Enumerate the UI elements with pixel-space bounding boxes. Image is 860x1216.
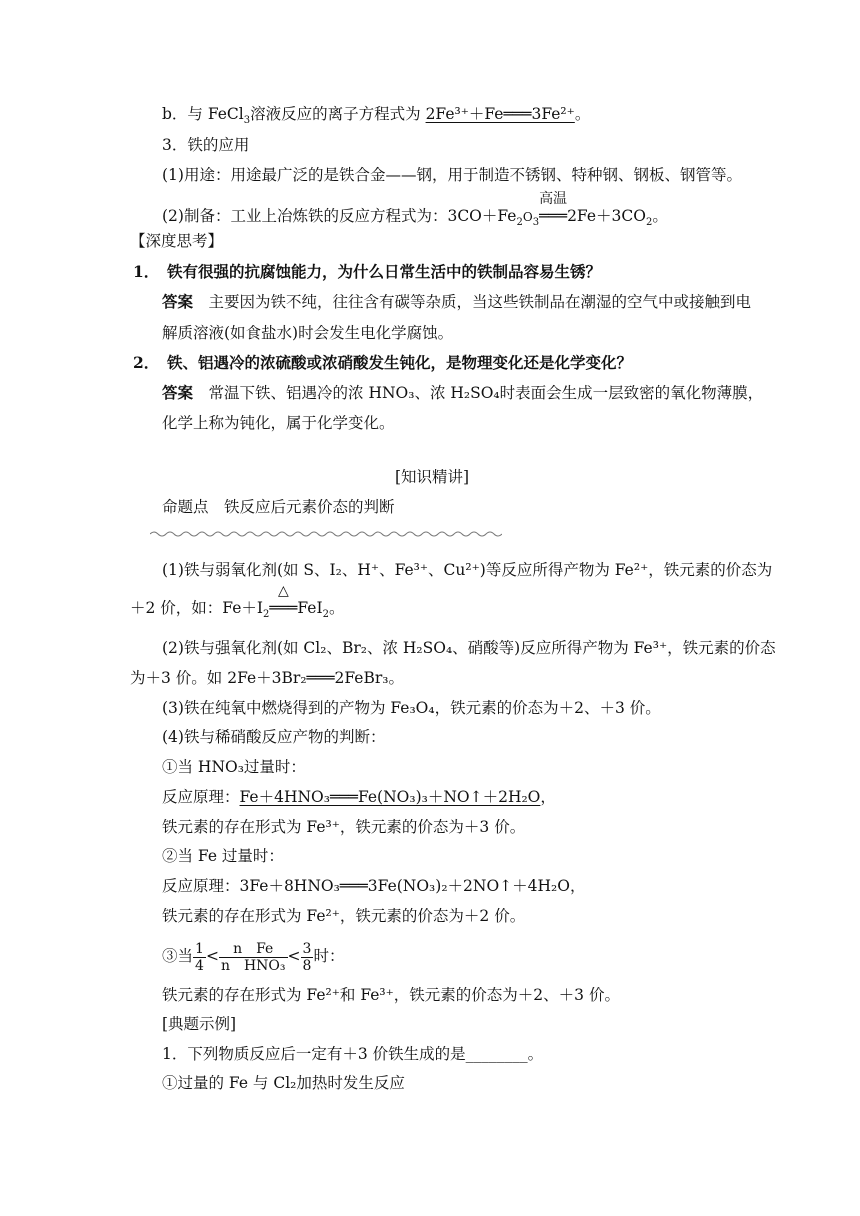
topic-title: 命题点 铁反应后元素价态的判断 [162, 498, 395, 516]
question-1: 1． 铁有很强的抗腐蚀能力，为什么日常生活中的铁制品容易生锈？ [133, 262, 602, 281]
line-iron-uses: (1)用途：用途最广泛的是铁合金——钢，用于制造不锈钢、特种钢、钢板、钢管等。 [162, 166, 742, 184]
case-3-state: 铁元素的存在形式为 Fe²⁺和 Fe³⁺，铁元素的价态为＋2、＋3 价。 [162, 986, 620, 1004]
example-option-1: ①过量的 Fe 与 Cl₂加热时发生反应 [162, 1074, 405, 1092]
answer-label: 答案 [162, 383, 194, 402]
answer-2-line-2: 化学上称为钝化，属于化学变化。 [162, 414, 395, 432]
point-4: (4)铁与稀硝酸反应产物的判断： [162, 728, 386, 746]
fraction-one-quarter: $\frac{1}{4}$ [195, 940, 204, 974]
heading-iron-applications: 3．铁的应用 [162, 136, 250, 154]
line-iron-smelting: (2)制备：工业上冶炼铁的反应方程式为：$3CO+Fe_2O_3$ 高温 $═══2Fe+3CO_2$。 [162, 191, 668, 229]
fraction-three-eighths: $\frac{3}{8}$ [302, 940, 312, 974]
fraction-ratio: $\frac{\text{n Fe}}{\text{n HNO₃}}$ [220, 940, 286, 974]
point-2-line-2: 为＋3 价。如 2Fe＋3Br₂═══2FeBr₃。 [130, 669, 404, 687]
section-knowledge: [知识精讲] [395, 468, 470, 486]
case-2-reaction: 反应原理：3Fe＋8HNO₃═══3Fe(NO₃)₂＋2NO↑＋4H₂O， [162, 877, 586, 895]
case-3-condition: ③当 $\frac{1}{4}$ < $\frac{\text{n Fe}}{\text{n HNO₃}}$ < $\frac{3}{8}$ 时： [162, 940, 345, 974]
case-2-state: 铁元素的存在形式为 Fe²⁺，铁元素的价态为＋2 价。 [162, 907, 526, 925]
point-1-line-2: ＋2 价，如：$Fe+I_2$ △ ═══FeI$_2$。 [130, 583, 345, 621]
point-1-line-1: (1)铁与弱氧化剂(如 S、I₂、H⁺、Fe³⁺、Cu²⁺)等反应所得产物为 Fe²⁺，铁元素的价态为 [162, 561, 773, 579]
case-1-title: ①当 HNO₃过量时： [162, 758, 306, 776]
answer-1-line-1: 答案 主要因为铁不纯，往往含有碳等杂质，当这些铁制品在潮湿的空气中或接触到电 [162, 292, 752, 311]
answer-2-line-1: 答案 常温下铁、铝遇冷的浓 HNO₃、浓 H₂SO₄时表面会生成一层致密的氧化物薄膜， [162, 383, 764, 402]
point-3: (3)铁在纯氧中燃烧得到的产物为 Fe₃O₄，铁元素的价态为＋2、＋3 价。 [162, 699, 661, 717]
ionic-equation: 2Fe³⁺＋Fe═══3Fe²⁺ [425, 105, 575, 123]
section-examples: [典题示例] [162, 1015, 237, 1033]
question-2: 2． 铁、铝遇冷的浓硫酸或浓硝酸发生钝化，是物理变化还是化学变化？ [133, 353, 633, 372]
answer-1-line-2: 解质溶液(如食盐水)时会发生电化学腐蚀。 [162, 324, 454, 342]
heat-condition: △ ═══ [269, 583, 298, 617]
reaction-condition: 高温 ═══ [539, 191, 568, 225]
section-deep-thinking: 【深度思考】 [130, 232, 224, 250]
answer-label: 答案 [162, 292, 194, 311]
wavy-underline [150, 530, 502, 538]
case-1-reaction: 反应原理：Fe＋4HNO₃═══Fe(NO₃)₃＋NO↑＋2H₂O， [162, 788, 556, 806]
point-2-line-1: (2)铁与强氧化剂(如 Cl₂、Br₂、浓 H₂SO₄、硝酸等)反应所得产物为 Fe³⁺，铁元素的价态 [162, 639, 776, 657]
case-1-state: 铁元素的存在形式为 Fe³⁺，铁元素的价态为＋3 价。 [162, 818, 526, 836]
case-1-equation: Fe＋4HNO₃═══Fe(NO₃)₃＋NO↑＋2H₂O [239, 788, 541, 806]
line-fecl3-reaction: b．与 FeCl$_3$溶液反应的离子方程式为 2Fe³⁺＋Fe═══3Fe²⁺。 [162, 105, 591, 127]
case-2-title: ②当 Fe 过量时： [162, 847, 284, 865]
example-question-1: 1．下列物质反应后一定有＋3 价铁生成的是________。 [162, 1045, 544, 1063]
